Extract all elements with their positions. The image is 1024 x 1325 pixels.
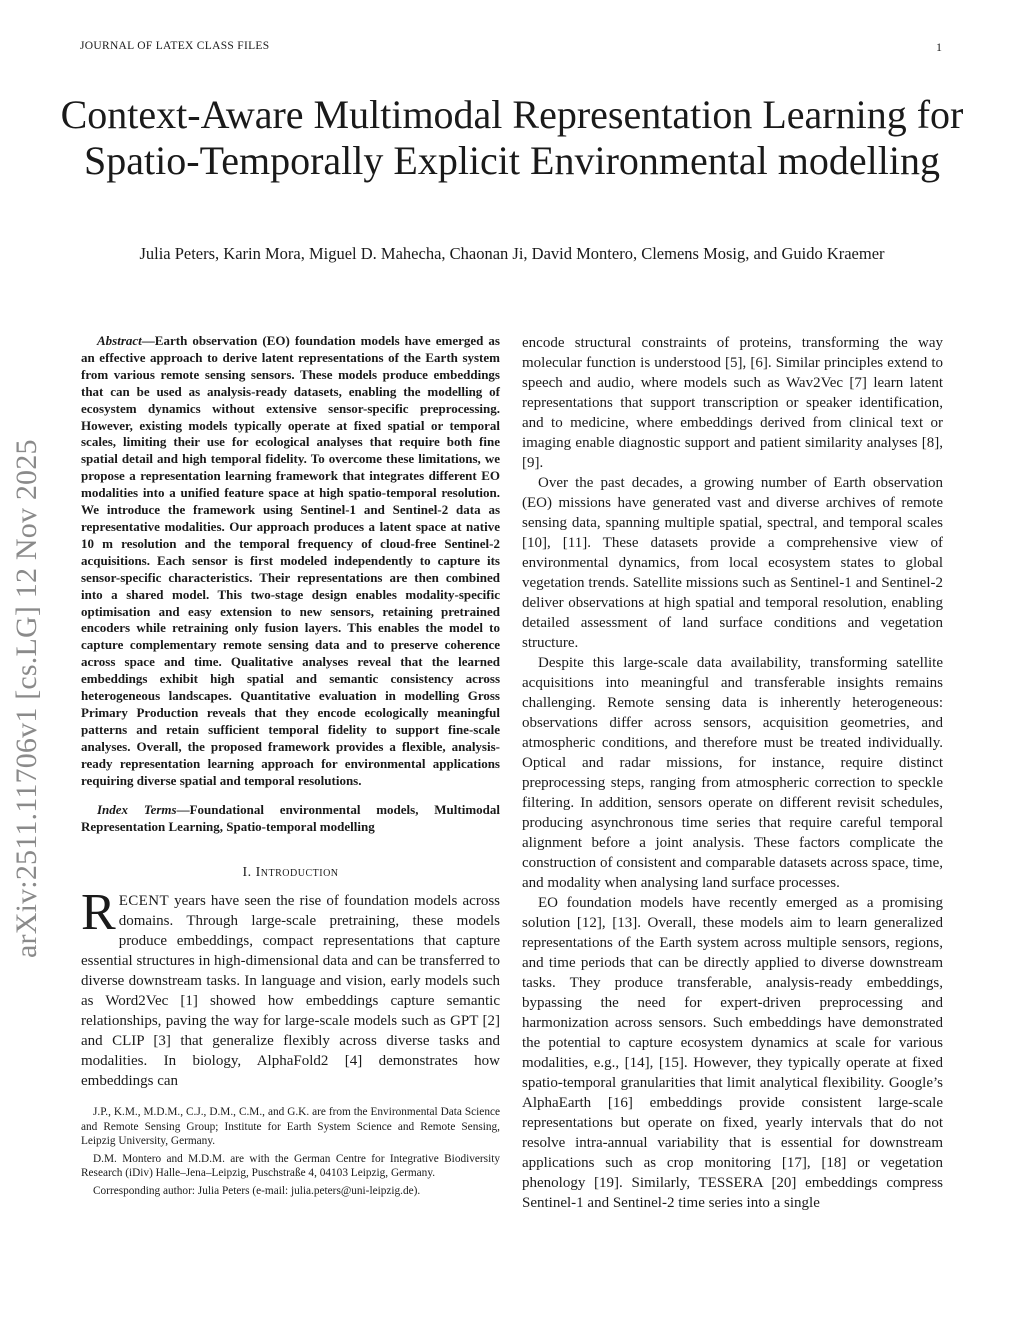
footnote-corresponding-author: Corresponding author: Julia Peters (e-mail: julia.peters@uni-leipzig.de). xyxy=(93,1184,421,1197)
intro-paragraph-1 xyxy=(81,884,500,1091)
paper-title: Context-Aware Multimodal Representation Learning for Spatio-Temporally Explicit Environmental modelling xyxy=(60,92,964,183)
arxiv-identifier-stamp[interactable]: arXiv:2511.11706v1 [cs.LG] 12 Nov 2025 xyxy=(10,439,43,958)
section-heading-introduction xyxy=(81,863,500,883)
intro-paragraph-1-text: years have seen the rise of foundation models across domains. Through large-scale pretraining, these models produce embeddings, compact representations that capture essential structures in high-dimensional data and can be transferred to diverse downstream tasks. In language and vision, early models such as Word2Vec [1] showed how embeddings capture semantic relationships, paving the way for large-scale models such as GPT [2] and CLIP [3] that generalize flexibly across diverse tasks and modalities. In biology, AlphaFold2 [4] demonstrates how embeddings can xyxy=(81,893,500,1090)
index-terms-label: Index Terms xyxy=(97,802,177,818)
page-number: 1 xyxy=(936,40,942,54)
author-list: Julia Peters, Karin Mora, Miguel D. Mahecha, Chaonan Ji, David Montero, Clemens Mosig, and Guido Kraemer xyxy=(139,244,885,263)
footnote-affiliation-2: D.M. Montero and M.D.M. are with the German Centre for Integrative Biodiversity Research (iDiv) Halle–Jena–Leipzig, Puschstraße 4, 04103 Leipzig, Germany. xyxy=(81,1152,500,1180)
section-title: Introduction xyxy=(255,865,339,881)
section-numeral: I. xyxy=(242,865,252,881)
right-column xyxy=(522,333,943,1213)
drop-cap: R xyxy=(81,884,116,942)
intro-paragraph-4: EO foundation models have recently emerged as a promising solution [12], [13]. Overall, these models aim to learn generalized representations of the Earth system across multiple sensors, regions, and time periods that can be directly applied to diverse downstream tasks. They produce transferable, analysis-ready embeddings, bypassing the need for expert-driven preprocessing and harmonization across sensors. Such embeddings have demonstrated the potential to capture ecosystem dynamics at scale for various modalities, e.g., [14], [15]. However, they typically operate at fixed spatio-temporal granularities that limit analytical flexibility. Google’s AlphaEarth [16] embeddings provide consistent large-scale representations but operate on fixed, yearly intervals that do not resolve intra-annual variability that is essential for downstream applications such as crop monitoring [17], [18] or vegetation phenology [19]. Similarly, TESSERA [20] embeddings compress Sentinel-1 and Sentinel-2 time series into a single xyxy=(522,895,943,1211)
abstract-label: Abstract xyxy=(97,333,142,348)
abstract-text: —Earth observation (EO) foundation models have emerged as an effective approach to derive latent representations of the Earth system from various remote sensing sensors. These models produce embeddings that can be used as analysis-ready datasets, enabling the modelling of ecosystem dynamics without extensive sensor-specific preprocessing. However, existing models typically operate at fixed spatial or temporal scales, limiting their use for ecological analyses that require both fine spatial detail and high temporal fidelity. To overcome these limitations, we propose a representation learning framework that integrates different EO modalities into a unified feature space at high spatio-temporal resolution. We introduce the framework using Sentinel-1 and Sentinel-2 data as representative modalities. Our approach produces a latent space at native 10 m resolution and the temporal frequency of cloud-free Sentinel-2 acquisitions. Each sensor is first modeled independently to capture its sensor-specific characteristics. Their representations are then combined into a shared model. This two-stage design enables modality-specific optimisation and easy extension to new sensors, retaining pretrained encoders while retraining only fusion layers. This enables the model to capture complementary remote sensing data and to preserve coherence across space and time. Qualitative analyses reveal that the learned embeddings exhibit high spatial and semantic consistency across heterogeneous landscapes. Quantitative evaluation in modelling Gross Primary Production reveals that they encode ecologically meaningful patterns and retain sufficient temporal fidelity to support fine-scale analyses. Overall, the proposed framework provides a flexible, analysis-ready representation learning approach for environmental applications requiring diverse spatial and temporal resolutions. xyxy=(81,333,500,788)
running-head: JOURNAL OF LATEX CLASS FILES xyxy=(80,40,270,52)
intro-paragraph-1-continued: encode structural constraints of proteins, transforming the way molecular function is understood [5], [6]. Similar principles extend to speech and audio, where models such as Wav2Vec [7] learn latent representations that support transcription or speaker identification, and to medicine, where embeddings derived from clinical text or imaging enable diagnostic support and patient similarity analyses [8], [9]. xyxy=(522,335,943,471)
intro-paragraph-2: Over the past decades, a growing number of Earth observation (EO) missions have generated vast and diverse archives of remote sensing data, spanning multiple spatial, spectral, and temporal scales [10], [11]. These datasets provide a comprehensive view of environmental dynamics, from local ecosystem states to global vegetation trends. Satellite missions such as Sentinel-1 and Sentinel-2 deliver observations at high spatial and temporal resolution, enabling detailed assessment of land surface conditions and vegetation structure. xyxy=(522,475,943,651)
index-terms xyxy=(81,802,500,836)
first-word: ECENT xyxy=(118,893,170,910)
index-terms-text: —Foundational environmental models, Multimodal Representation Learning, Spatio-temporal modelling xyxy=(81,802,500,835)
abstract xyxy=(81,333,500,789)
footnote-affiliation-1: J.P., K.M., M.D.M., C.J., D.M., C.M., and G.K. are from the Environmental Data Science and Remote Sensing Group; Institute for Earth System Science and Remote Sensing, Leipzig University, Germany. xyxy=(81,1106,500,1148)
footnotes xyxy=(81,1105,500,1198)
intro-paragraph-3: Despite this large-scale data availability, transforming satellite acquisitions into meaningful and transferable insights remains challenging. Remote sensing data is inherently heterogeneous: observations differ across sensors, acquisition geometries, and atmospheric conditions, and therefore must be treated individually. Optical and radar missions, for instance, require distinct preprocessing steps, ranging from atmospheric correction to speckle filtering. In addition, sensors operate on different revisit schedules, producing asynchronous time series that require careful temporal alignment before a joint analysis. These factors complicate the construction of consistent and comparable datasets across space, time, and modality when analysing land surface processes. xyxy=(522,655,943,891)
left-column xyxy=(81,333,500,1201)
